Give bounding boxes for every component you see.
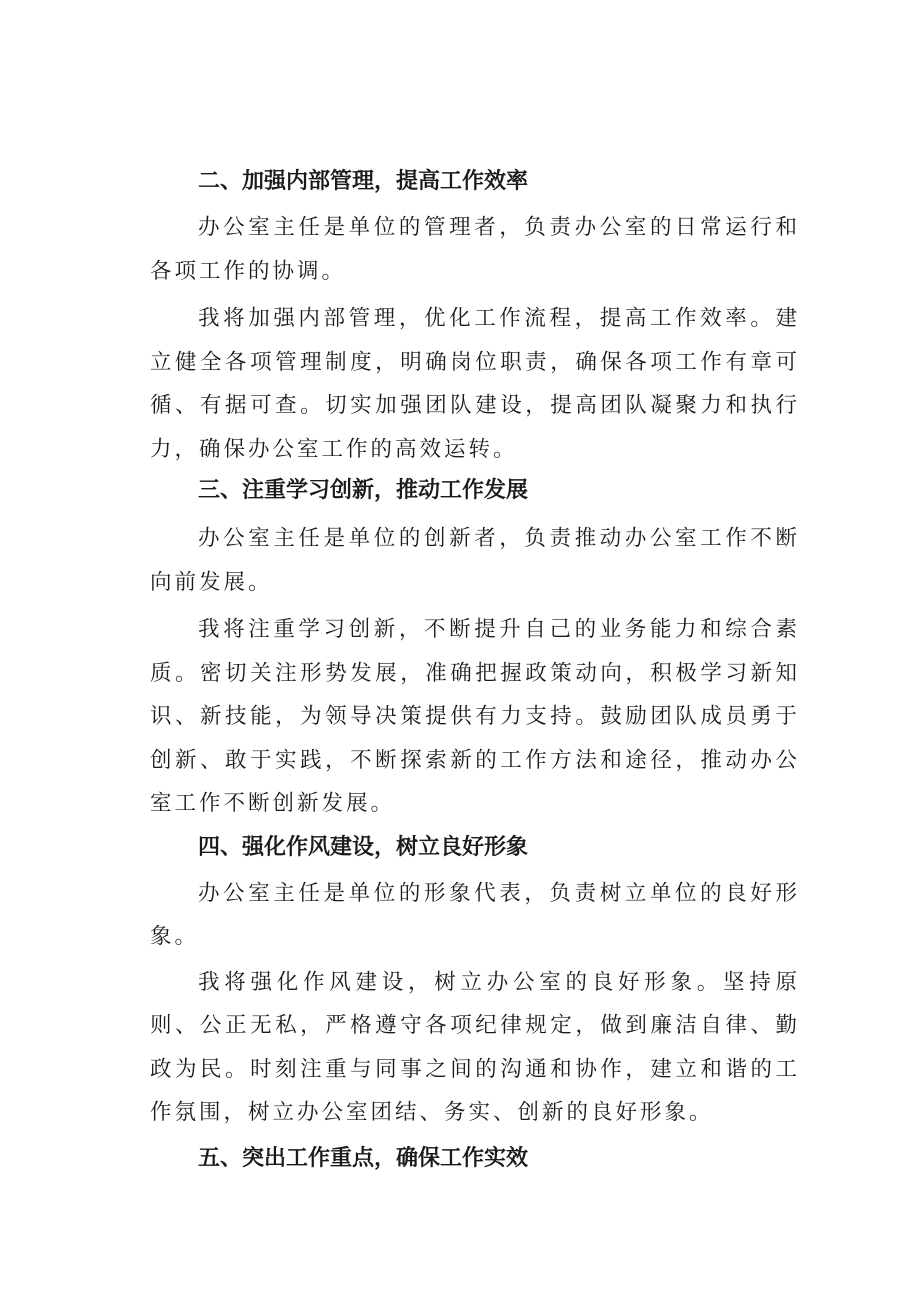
section-heading: 三、注重学习创新，推动工作发展: [198, 478, 529, 503]
paragraph: 办公室主任是单位的形象代表，负责树立单位的良好形象。: [150, 880, 800, 949]
paragraph: 我将强化作风建设，树立办公室的良好形象。坚持原则、公正无私，严格遵守各项纪律规定，做到廉洁自律、勤政为民。时刻注重与同事之间的沟通和协作，建立和谐的工作氛围，树立办公室团结、务实、创新的良好形象。: [150, 969, 800, 1125]
paragraph: 办公室主任是单位的创新者，负责推动办公室工作不断向前发展。: [150, 526, 800, 595]
paragraph: 我将加强内部管理，优化工作流程，提高工作效率。建立健全各项管理制度，明确岗位职责，确保各项工作有章可循、有据可查。切实加强团队建设，提高团队凝聚力和执行力，确保办公室工作的高效运转。: [150, 306, 800, 462]
section-heading: 四、强化作风建设，树立良好形象: [198, 834, 529, 860]
paragraph: 我将注重学习创新，不断提升自己的业务能力和综合素质。密切关注形势发展，准确把握政策动向，积极学习新知识、新技能，为领导决策提供有力支持。鼓励团队成员勇于创新、敢于实践，不断探索新的工作方法和途径，推动办公室工作不断创新发展。: [150, 617, 800, 816]
section-heading: 二、加强内部管理，提高工作效率: [198, 169, 529, 194]
document-page: [150, 164, 800, 1177]
section-heading: 五、突出工作重点，确保工作实效: [198, 1145, 529, 1171]
paragraph: 办公室主任是单位的管理者，负责办公室的日常运行和各项工作的协调。: [150, 215, 800, 284]
